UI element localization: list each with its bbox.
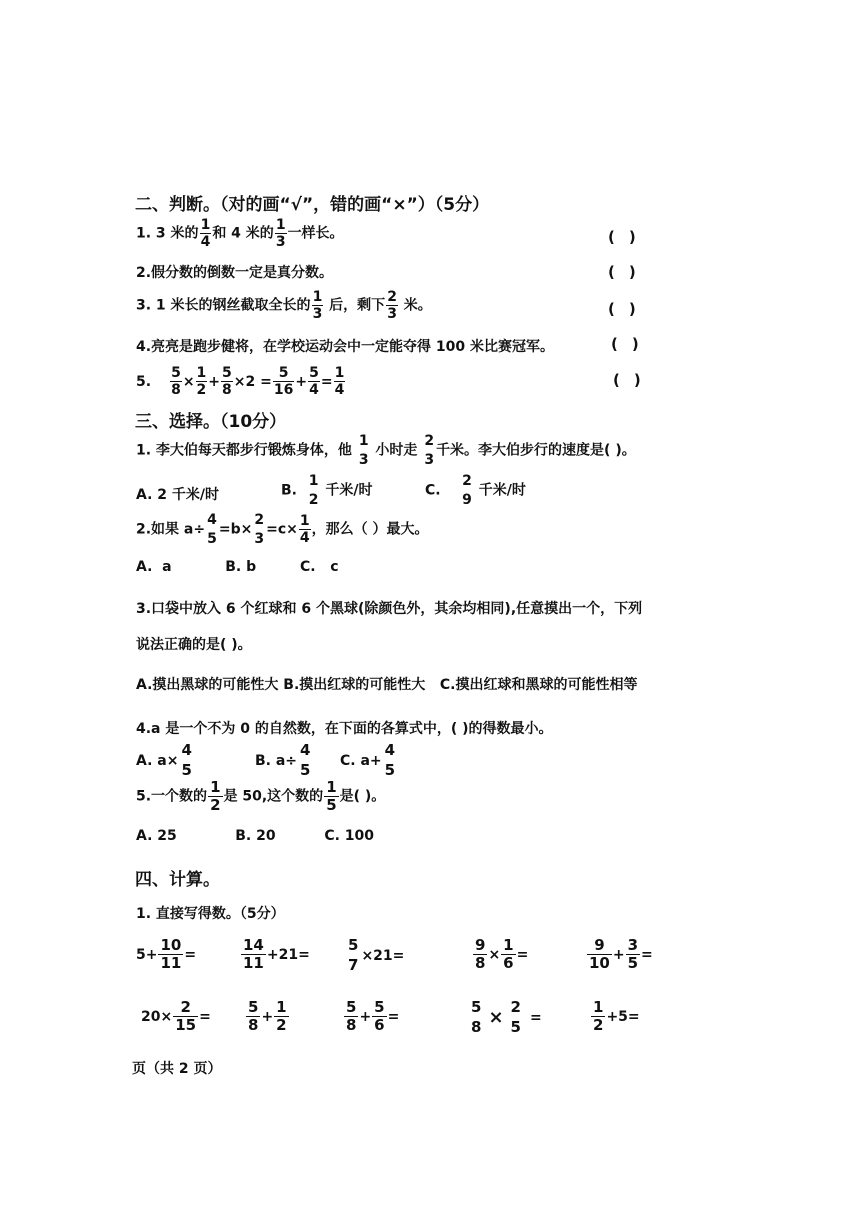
choice-1-option-b[interactable]: B. 1 2 千米/时 (281, 473, 373, 508)
fraction: $\frac{2}{15}$ (175, 998, 197, 1034)
answer-blank[interactable]: () (611, 335, 653, 353)
judge-question-5: 5. $\frac{5}{8}$ × $\frac{1}{2}$ + $\frac{5}{8}$ ×2 = $\frac{5}{16}$ + $\frac{5}{4}$ = $\frac{1}{4}$ (136, 365, 345, 398)
fraction: $\frac{1}{4}$ (299, 513, 310, 546)
q-text: ，那么（ ）最大。 (311, 521, 429, 538)
fraction: $\frac{5}{8}$ (248, 998, 259, 1034)
q-text: 和 4 米的 (212, 225, 274, 242)
fraction: $\frac{1}{4}$ (200, 217, 211, 250)
fraction: $\frac{1}{6}$ (503, 936, 514, 972)
q-text: 3. 1 米长的钢丝截取全长的 (136, 297, 311, 314)
q-number: 5. (136, 373, 152, 390)
judge-question-1 (136, 218, 344, 249)
fraction: $\frac{5}{4}$ (309, 365, 319, 398)
choice-4-option-c[interactable]: C. a+ 4 5 (340, 741, 396, 779)
fraction: 4 5 (207, 512, 217, 547)
choice-question-3-line2: 说法正确的是( )。 (136, 637, 252, 653)
answer-blank[interactable]: () (608, 263, 650, 281)
choice-question-4: 4.a 是一个不为 0 的自然数，在下面的各算式中，( )的得数最小。 (136, 721, 553, 737)
section-judge-heading: 二、判断。（对的画“√”，错的画“×”）（5分） (135, 195, 490, 215)
fraction: $\frac{1}{3}$ (275, 217, 286, 250)
q-text: =b× (218, 521, 253, 538)
choice-1-option-c[interactable]: C. 2 9 千米/时 (425, 473, 526, 508)
judge-question-3 (136, 290, 432, 321)
judge-question-4: 4.亮亮是跑步健将，在学校运动会中一定能夺得 100 米比赛冠军。 (136, 339, 555, 355)
fraction: 2 5 (510, 998, 521, 1036)
fraction: $\frac{1}{5}$ (326, 778, 337, 814)
fraction: $\frac{5}{8}$ (171, 365, 181, 398)
q-text: 2.如果 a÷ (136, 521, 206, 538)
answer-blank[interactable]: () (613, 371, 655, 389)
calc-subheading: 1. 直接写得数。（5分） (136, 906, 285, 922)
q-text: =c× (266, 521, 298, 538)
fraction: $\frac{9}{10}$ (589, 936, 610, 972)
fraction: $\frac{5}{16}$ (273, 365, 294, 398)
page-footer: 页（共 2 页） (132, 1061, 222, 1077)
fraction: 2 9 (462, 473, 472, 508)
fraction: 2 3 (254, 512, 265, 547)
fraction: $\frac{5}{8}$ (346, 998, 357, 1034)
calc-expression: $\frac{1}{2}$ +5= (593, 998, 640, 1034)
calc-expression: $\frac{5}{8}$ + $\frac{1}{2}$ (248, 998, 287, 1034)
q-text: 后，剩下 (324, 297, 386, 314)
fraction: $\frac{14}{11}$ (243, 936, 264, 972)
q-text: 小时走 (370, 442, 423, 459)
fraction: $\frac{5}{8}$ (222, 365, 232, 398)
fraction: $\frac{1}{2}$ (593, 998, 604, 1034)
fraction: 5 7 (348, 936, 359, 974)
fraction: $\frac{1}{2}$ (196, 365, 207, 398)
judge-question-2: 2.假分数的倒数一定是真分数。 (136, 265, 334, 281)
fraction: 2 3 (424, 433, 435, 468)
q-text: 米。 (398, 297, 432, 314)
q-text: 一样长。 (287, 225, 344, 242)
section-choice-heading: 三、选择。（10分） (135, 412, 287, 432)
calc-expression: $\frac{9}{8}$ × $\frac{1}{6}$ = (475, 936, 529, 972)
q-text: 1. 李大伯每天都步行锻炼身体，他 (136, 442, 357, 459)
choice-question-2 (136, 513, 429, 546)
fraction: $\frac{5}{6}$ (374, 998, 385, 1034)
answer-blank[interactable]: () (608, 300, 650, 318)
q-text: 5.一个数的 (136, 788, 208, 805)
choice-4-option-a[interactable]: A. a× 4 5 (136, 741, 192, 779)
answer-blank[interactable]: () (608, 228, 650, 246)
q-text: 是 50,这个数的 (223, 788, 324, 805)
calc-expression: $\frac{9}{10}$ + $\frac{3}{5}$ = (589, 936, 653, 972)
fraction: $\frac{1}{3}$ (312, 289, 323, 322)
calc-expression: 5 7 ×21= (348, 936, 405, 974)
section-calc-heading: 四、计算。 (135, 870, 220, 890)
calc-expression: 5+ $\frac{10}{11}$ = (136, 936, 197, 972)
choice-4-option-b[interactable]: B. a÷ 4 5 (255, 741, 311, 779)
q-text: 1. 3 米的 (136, 225, 199, 242)
q-text: 是( )。 (339, 788, 386, 805)
fraction: 4 5 (300, 741, 311, 779)
calc-expression: 5 8 × 2 5 = (471, 998, 542, 1036)
fraction: $\frac{1}{2}$ (276, 998, 287, 1034)
fraction: $\frac{10}{11}$ (160, 936, 182, 972)
calc-expression: $\frac{14}{11}$ +21= (243, 936, 310, 972)
fraction: 4 5 (384, 741, 396, 779)
fraction: 1 2 (308, 473, 319, 508)
choice-1-option-a[interactable]: A. 2 千米/时 (136, 487, 220, 503)
choice-5-options[interactable]: A. 25 B. 20 C. 100 (136, 828, 375, 844)
choice-question-5 (136, 780, 385, 813)
fraction: $\frac{1}{2}$ (210, 778, 221, 814)
choice-2-options[interactable]: A. a B. b C. c (136, 559, 339, 575)
choice-3-options[interactable]: A.摸出黑球的可能性大 B.摸出红球的可能性大 C.摸出红球和黑球的可能性相等 (136, 677, 638, 693)
q-text: 千米。李大伯步行的速度是( )。 (436, 442, 636, 459)
calc-expression: 20× $\frac{2}{15}$ = (141, 998, 211, 1034)
fraction: $\frac{3}{5}$ (627, 936, 639, 972)
calc-expression: $\frac{5}{8}$ + $\frac{5}{6}$ = (346, 998, 400, 1034)
fraction: $\frac{9}{8}$ (475, 936, 486, 972)
fraction: 4 5 (181, 741, 192, 779)
fraction: 5 8 (471, 998, 482, 1036)
fraction: $\frac{1}{4}$ (334, 365, 345, 398)
choice-question-3-line1: 3.口袋中放入 6 个红球和 6 个黑球(除颜色外，其余均相同),任意摸出一个，下列 (136, 601, 643, 617)
fraction: $\frac{2}{3}$ (387, 289, 397, 322)
fraction: 1 3 (358, 433, 369, 468)
choice-question-1 (136, 434, 636, 467)
